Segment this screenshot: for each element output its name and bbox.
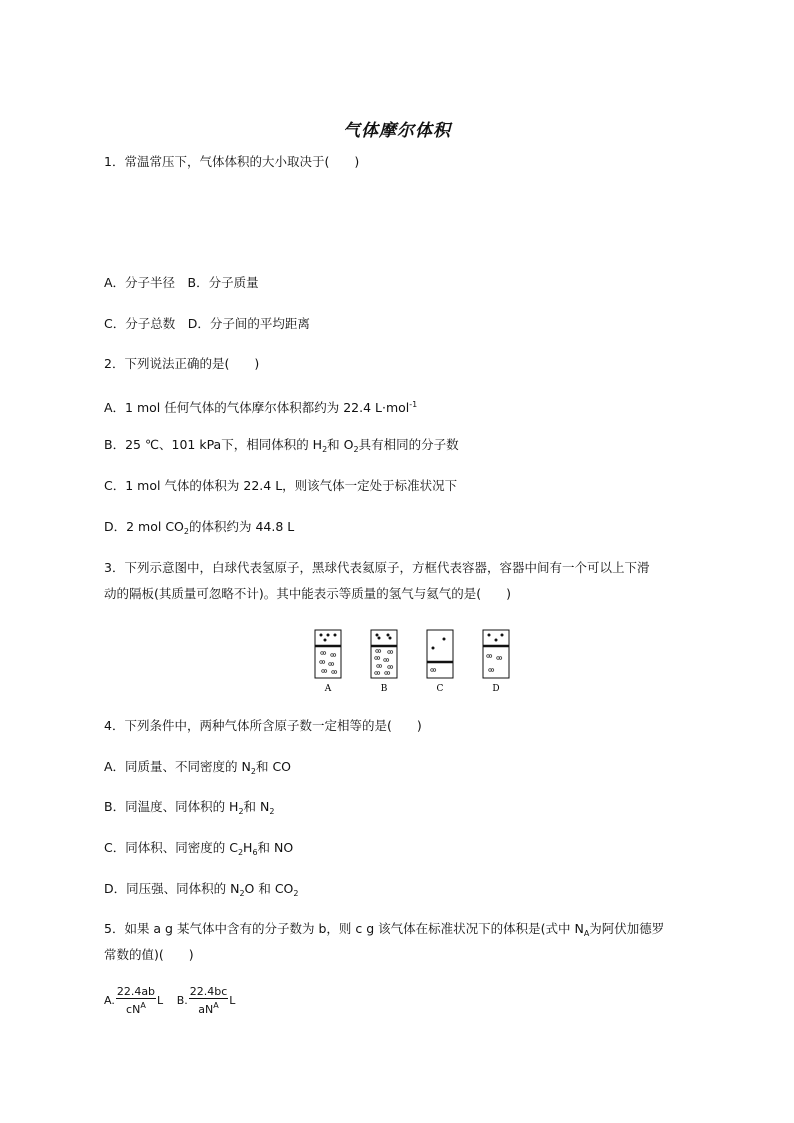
q5-b-numerator: 22.4bc	[189, 985, 228, 998]
q5-a-fraction	[116, 985, 156, 1016]
q5-b-denominator	[189, 999, 229, 1016]
q4-c-sub2: 6	[252, 848, 258, 857]
q5-stem-text-pre: 5．如果 a g 某气体中含有的分子数为 b，则 c g 该气体在标准状况下的体积是(式中 N	[104, 921, 584, 936]
q2-d-text-post: 的体积约为 44.8 L	[188, 519, 295, 534]
q2-d-text-pre: D．2 mol CO	[104, 519, 184, 534]
label-c: C	[436, 684, 444, 694]
q1-options-cd: C．分子总数 D．分子间的平均距离	[104, 316, 310, 331]
q5-a-numerator: 22.4ab	[116, 985, 156, 998]
page-title: 气体摩尔体积	[343, 121, 451, 141]
q4-c-text-mid: H	[243, 840, 253, 855]
q4-d-sub1: 2	[239, 889, 245, 898]
q4-a-sub: 2	[250, 767, 256, 776]
q3-container-diagram	[312, 626, 522, 696]
q2-b-sub1: 2	[322, 445, 328, 454]
container-c	[427, 630, 453, 678]
q5-a-den-sup: A	[140, 1001, 146, 1010]
q2-a-text: A．1 mol 任何气体的气体摩尔体积都约为 22.4 L·mol	[104, 400, 410, 415]
q2-option-c: C．1 mol 气体的体积为 22.4 L，则该气体一定处于标准状况下	[104, 478, 458, 493]
q4-option-b	[104, 798, 274, 821]
q5-stem-line2: 常数的值)( )	[104, 947, 194, 962]
q2-option-d	[104, 518, 294, 541]
label-b: B	[380, 684, 388, 694]
q4-b-text-pre: B．同温度、同体积的 H	[104, 799, 239, 814]
q2-b-sub2: 2	[353, 445, 359, 454]
q5-a-denominator	[116, 999, 156, 1016]
q2-a-superscript: -1	[409, 400, 418, 409]
q4-stem: 4．下列条件中，两种气体所含原子数一定相等的是( )	[104, 718, 422, 733]
q1-options-ab: A．分子半径 B．分子质量	[104, 275, 259, 290]
q3-stem-line1: 3．下列示意图中，白球代表氢原子，黑球代表氦原子，方框代表容器，容器中间有一个可以上下滑	[104, 560, 650, 575]
q3-stem-line2: 动的隔板(其质量可忽略不计)。其中能表示等质量的氢气与氦气的是( )	[104, 586, 512, 601]
q5-stem-text-post: 为阿伏加德罗	[589, 921, 665, 936]
q2-option-b	[104, 436, 459, 459]
q5-b-den-sup: A	[213, 1001, 219, 1010]
q2-stem: 2．下列说法正确的是( )	[104, 356, 260, 371]
container-a	[315, 630, 341, 678]
q4-c-text-pre: C．同体积、同密度的 C	[104, 840, 238, 855]
q1-stem: 1．常温常压下，气体体积的大小取决于( )	[104, 154, 360, 169]
q4-d-sub2: 2	[293, 889, 299, 898]
q5-b-unit: L	[229, 994, 236, 1007]
q4-a-text-post: 和 CO	[255, 759, 292, 774]
q4-option-c	[104, 839, 293, 862]
label-d: D	[492, 684, 500, 694]
q5-b-den-text: aN	[198, 1003, 214, 1016]
q4-c-sub1: 2	[237, 848, 244, 857]
container-b	[371, 630, 397, 678]
q4-b-text-mid: 和 N	[243, 799, 270, 814]
q2-option-a	[104, 396, 417, 417]
q2-b-text-post: 具有相同的分子数	[358, 437, 459, 452]
q2-b-text-pre: B．25 ℃、101 kPa下，相同体积的 H	[104, 437, 323, 452]
q2-b-text-mid: 和 O	[327, 437, 354, 452]
q5-b-label: B.	[176, 994, 188, 1007]
q5-stem-line1	[104, 920, 664, 943]
q4-d-text-mid: O 和 CO	[244, 881, 294, 896]
q4-b-sub1: 2	[238, 807, 244, 816]
q5-a-unit: L	[157, 994, 164, 1007]
q5-a-den-text: cN	[126, 1003, 141, 1016]
q5-options	[104, 985, 235, 1016]
q4-d-text-pre: D．同压强、同体积的 N	[104, 881, 240, 896]
q5-stem-sub: A	[583, 929, 590, 938]
q4-a-text-pre: A．同质量、不同密度的 N	[104, 759, 251, 774]
container-d	[483, 630, 509, 678]
q4-option-a	[104, 758, 291, 781]
q4-b-sub2: 2	[269, 807, 275, 816]
q5-a-label: A.	[104, 994, 115, 1007]
q4-option-d	[104, 880, 299, 903]
q5-b-fraction	[189, 985, 229, 1016]
label-a: A	[324, 684, 332, 694]
q4-c-text-post: 和 NO	[257, 840, 294, 855]
q2-d-sub: 2	[183, 527, 189, 536]
